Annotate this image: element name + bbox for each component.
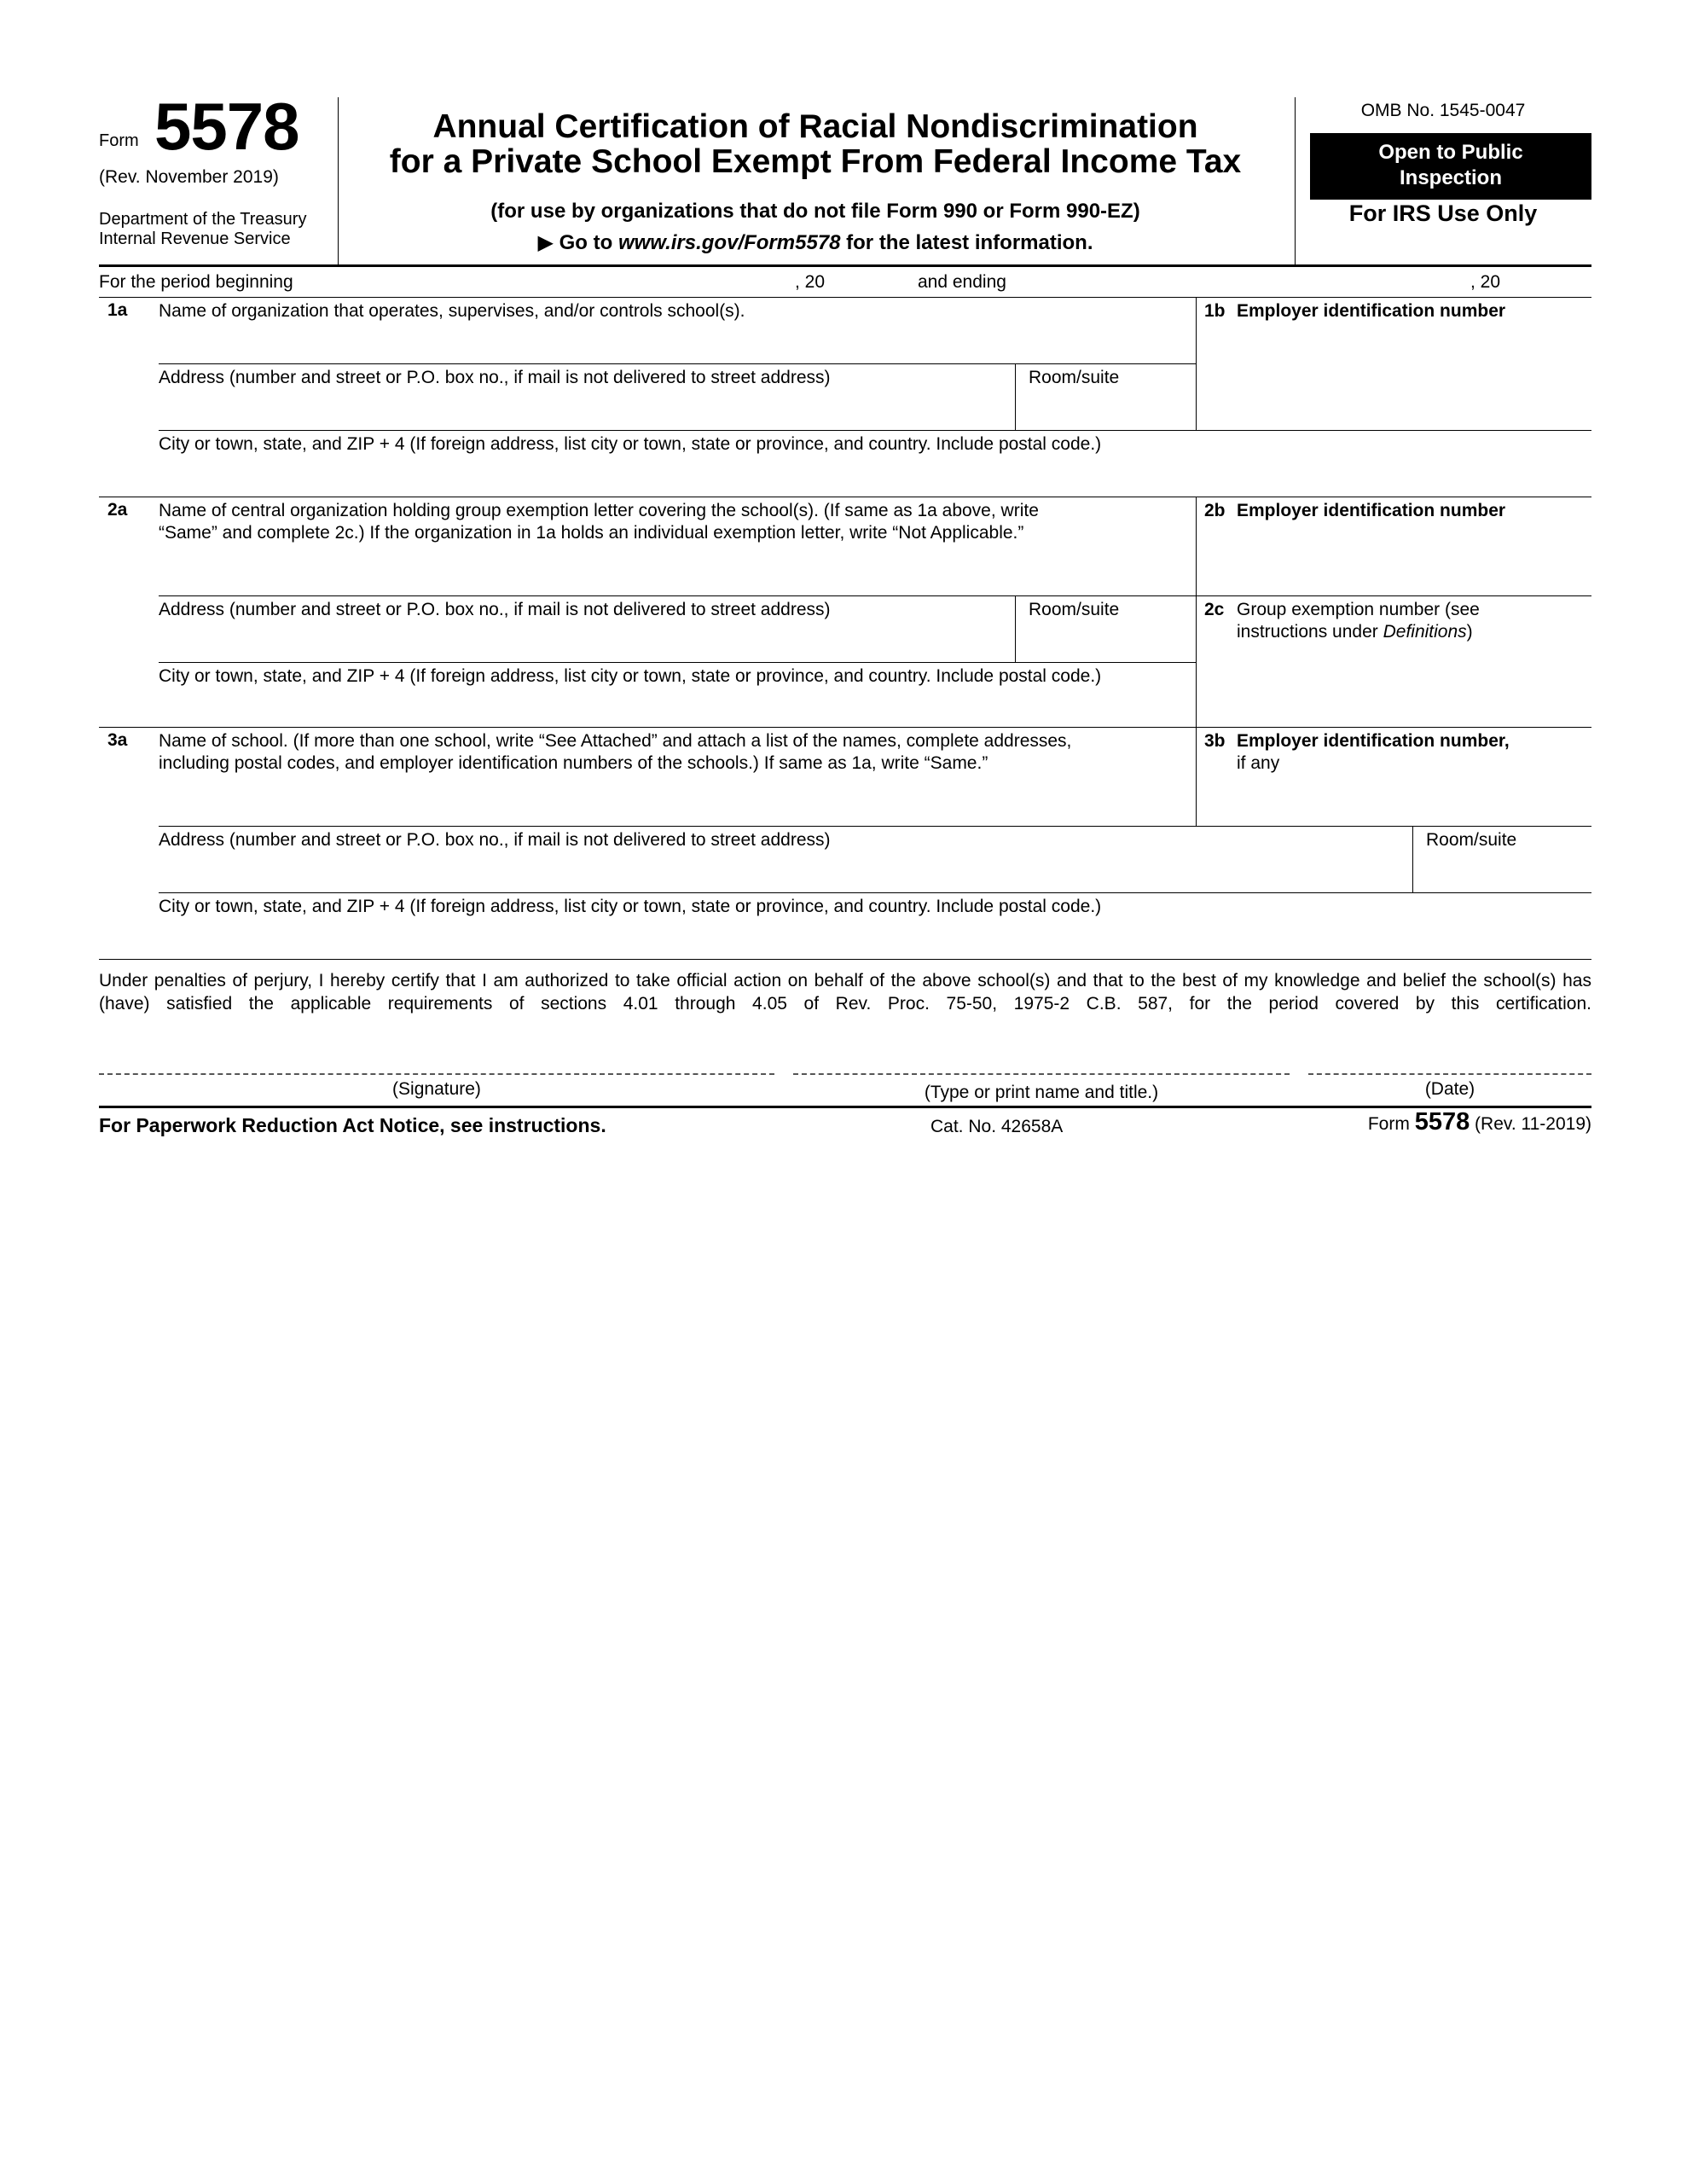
- line-1a-label: Name of organization that operates, supervises, and/or controls school(s).: [159, 301, 745, 321]
- period-ending-field[interactable]: [1020, 271, 1523, 295]
- central-organization-city-field[interactable]: [159, 689, 1191, 725]
- period-ending-label: and ending: [918, 272, 1006, 292]
- line-1a-room-label: Room/suite: [1029, 368, 1120, 387]
- organization-city-field[interactable]: [159, 457, 1591, 495]
- school-ein-field[interactable]: [1204, 776, 1591, 824]
- line-3a-label-line-2: including postal codes, and employer identification numbers of the schools.) If same as 1a, write “Same.”: [159, 753, 988, 773]
- period-year-label-1: , 20: [795, 272, 826, 292]
- school-city-field[interactable]: [159, 920, 1591, 957]
- line-1b-label: Employer identification number: [1237, 301, 1506, 321]
- footer-rule: [99, 1106, 1591, 1108]
- line-2a-number: 2a: [107, 500, 128, 520]
- organization-address-field[interactable]: [159, 391, 1114, 428]
- line-2a-label-line-1: Name of central organization holding group exemption letter covering the school(s). (If same as 1a above, write: [159, 501, 1039, 520]
- catalog-number: Cat. No. 42658A: [930, 1117, 1064, 1136]
- period-year-label-2: , 20: [1470, 272, 1501, 292]
- open-to-public-badge: [1310, 133, 1591, 200]
- public-line-2: Inspection: [1399, 166, 1502, 189]
- paperwork-notice: For Paperwork Reduction Act Notice, see instructions.: [99, 1114, 606, 1136]
- line-3a-address-label: Address (number and street or P.O. box no., if mail is not delivered to street address): [159, 830, 831, 850]
- line-2a-address-label: Address (number and street or P.O. box no., if mail is not delivered to street address): [159, 600, 831, 619]
- header-rule: [99, 264, 1591, 267]
- line-2c-label-line-1: Group exemption number (see: [1237, 600, 1480, 619]
- line-3b-label-line-1: Employer identification number,: [1237, 731, 1510, 751]
- organization-ein-field[interactable]: [1204, 324, 1591, 427]
- section1-room-divider: [1015, 363, 1016, 430]
- line-3a-label-line-1: Name of school. (If more than one school, write “See Attached” and attach a list of the names, complete addresses,: [159, 731, 1072, 751]
- line-2a-city-label: City or town, state, and ZIP + 4 (If foreign address, list city or town, state or province, and country. Include postal code.): [159, 666, 1102, 686]
- section1-vertical-divider: [1196, 297, 1197, 430]
- footer-form-id: [1367, 1108, 1591, 1136]
- section3-room-divider: [1412, 826, 1413, 892]
- goto-instruction: [338, 230, 1293, 255]
- line-1a-number: 1a: [107, 300, 128, 320]
- line-2a-label: [159, 500, 1039, 544]
- line-3b-label-line-2: if any: [1237, 753, 1280, 773]
- central-organization-ein-field[interactable]: [1204, 524, 1591, 594]
- date-field[interactable]: [1308, 1039, 1590, 1070]
- line-1a-city-label: City or town, state, and ZIP + 4 (If foreign address, list city or town, state or province, and country. Include postal code.): [159, 434, 1102, 454]
- title-line-2: for a Private School Exempt From Federal Income Tax: [389, 143, 1242, 180]
- name-title-line: [793, 1073, 1290, 1075]
- organization-name-field[interactable]: [159, 324, 1225, 363]
- department-line-2: Internal Revenue Service: [99, 229, 291, 248]
- revision-date: (Rev. November 2019): [99, 167, 279, 187]
- section1-name-rule: [159, 363, 1196, 364]
- section2-name-rule: [159, 595, 1591, 596]
- line-3b-number: 3b: [1204, 731, 1226, 751]
- goto-url-link[interactable]: www.irs.gov/Form5578: [617, 231, 841, 254]
- goto-suffix: for the latest information.: [840, 231, 1093, 254]
- irs-use-only: For IRS Use Only: [1348, 200, 1538, 226]
- date-label: (Date): [1424, 1079, 1475, 1099]
- footer-form-word: Form: [1367, 1114, 1410, 1134]
- public-line-1: Open to Public: [1378, 141, 1523, 164]
- department-line-1: Department of the Treasury: [99, 210, 307, 229]
- line-3a-number: 3a: [107, 730, 128, 750]
- section2-room-divider: [1015, 595, 1016, 662]
- section3-vertical-divider: [1196, 727, 1197, 826]
- school-address-field[interactable]: [159, 853, 1404, 891]
- section1-address-rule: [159, 430, 1591, 431]
- organization-room-field[interactable]: [1029, 391, 1191, 428]
- central-organization-address-field[interactable]: [159, 623, 1012, 660]
- name-title-label: (Type or print name and title.): [924, 1083, 1159, 1102]
- section3-name-rule: [159, 826, 1591, 827]
- line-3a-room-label: Room/suite: [1426, 830, 1517, 850]
- line-3a-label: [159, 730, 1071, 775]
- form-title: [338, 109, 1293, 179]
- form-subtitle: (for use by organizations that do not file Form 990 or Form 990-EZ): [490, 200, 1140, 223]
- section3-end-rule: [99, 959, 1591, 960]
- department: [99, 210, 306, 249]
- header-divider-right: [1295, 97, 1296, 264]
- section2-address-rule: [159, 662, 1196, 663]
- period-rule: [99, 297, 1591, 298]
- line-2c-label: [1237, 599, 1480, 643]
- period-beginning-year-field[interactable]: [838, 271, 897, 295]
- central-organization-name-field[interactable]: [159, 546, 1191, 594]
- goto-prefix: ▶ Go to: [537, 231, 618, 254]
- line-3b-label: [1237, 730, 1510, 775]
- school-room-field[interactable]: [1426, 853, 1591, 891]
- line-2a-room-label: Room/suite: [1029, 600, 1120, 619]
- group-exemption-number-field[interactable]: [1204, 647, 1591, 723]
- line-2c-label-line-2: [1237, 621, 1480, 643]
- signature-field[interactable]: [99, 1039, 773, 1070]
- signature-label: (Signature): [392, 1079, 481, 1099]
- line-2a-label-line-2: “Same” and complete 2c.) If the organization in 1a holds an individual exemption letter, write “Not Applicable.”: [159, 523, 1024, 543]
- line-1a-address-label: Address (number and street or P.O. box no., if mail is not delivered to street address): [159, 368, 831, 387]
- period-ending-year-field[interactable]: [1516, 271, 1591, 295]
- footer-revision: (Rev. 11-2019): [1475, 1114, 1591, 1134]
- line-2c-label-prefix: instructions under: [1237, 622, 1383, 642]
- title-line-1: Annual Certification of Racial Nondiscrimination: [432, 108, 1198, 145]
- central-organization-room-field[interactable]: [1029, 623, 1191, 660]
- certification-statement: Under penalties of perjury, I hereby certify that I am authorized to take official action on behalf of the above school(s) and that to the best of my knowledge and belief the school(s) has (have) satisfied the applicable requirements of sections 4.01 through 4.05 of Rev. Proc. 75-50, 1975-2 C.B. 587, for the period covered by this certification.: [99, 971, 1591, 1014]
- footer-form-number: 5578: [1414, 1108, 1470, 1136]
- form-word: Form: [99, 131, 139, 150]
- line-2c-label-italic: Definitions: [1383, 622, 1467, 642]
- section2-vertical-divider: [1196, 497, 1197, 727]
- form-number: 5578: [154, 89, 299, 164]
- period-beginning-label: For the period beginning: [99, 272, 293, 292]
- omb-number: OMB No. 1545-0047: [1360, 101, 1526, 120]
- line-2b-label: Employer identification number: [1237, 501, 1506, 520]
- signature-line: [99, 1073, 774, 1075]
- line-3a-city-label: City or town, state, and ZIP + 4 (If foreign address, list city or town, state or province, and country. Include postal code.): [159, 897, 1102, 916]
- date-line: [1308, 1073, 1591, 1075]
- school-name-field[interactable]: [159, 776, 1191, 824]
- line-2c-label-suffix: ): [1466, 622, 1473, 642]
- line-1b-number: 1b: [1204, 301, 1226, 321]
- name-title-field[interactable]: [793, 1039, 1288, 1070]
- line-2c-number: 2c: [1204, 600, 1225, 619]
- line-2b-number: 2b: [1204, 501, 1226, 520]
- section2-end-rule: [99, 727, 1591, 728]
- section3-address-rule: [159, 892, 1591, 893]
